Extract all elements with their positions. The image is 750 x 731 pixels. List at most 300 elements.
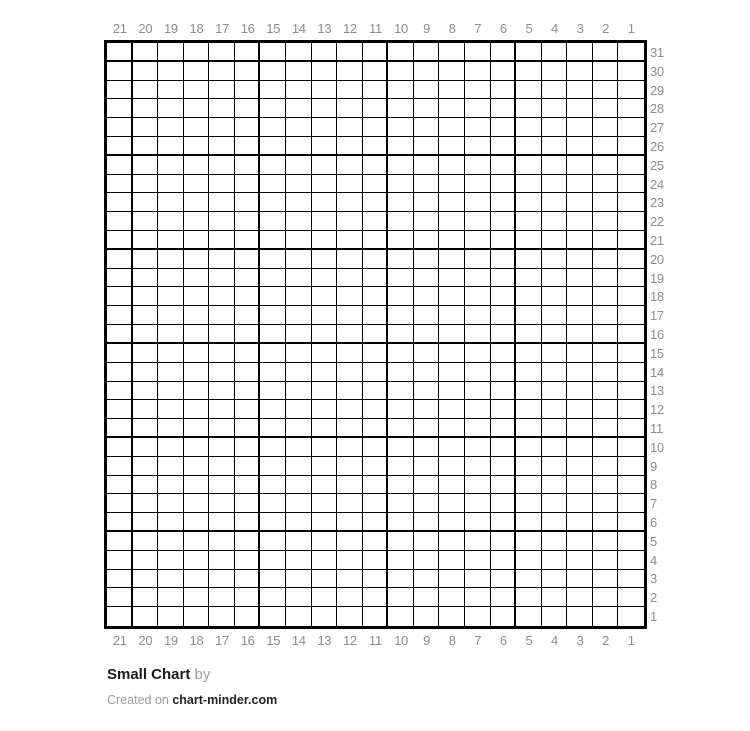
grid-cell[interactable] xyxy=(567,43,593,62)
grid-cell[interactable] xyxy=(133,363,159,382)
grid-cell[interactable] xyxy=(618,551,644,570)
grid-cell[interactable] xyxy=(439,382,465,401)
grid-cell[interactable] xyxy=(618,269,644,288)
grid-cell[interactable] xyxy=(337,476,363,495)
grid-cell[interactable] xyxy=(337,250,363,269)
grid-cell[interactable] xyxy=(133,287,159,306)
grid-cell[interactable] xyxy=(516,382,542,401)
grid-cell[interactable] xyxy=(414,212,440,231)
grid-cell[interactable] xyxy=(184,137,210,156)
grid-cell[interactable] xyxy=(337,43,363,62)
grid-cell[interactable] xyxy=(516,457,542,476)
grid-cell[interactable] xyxy=(209,588,235,607)
grid-cell[interactable] xyxy=(542,287,568,306)
grid-cell[interactable] xyxy=(567,62,593,81)
grid-cell[interactable] xyxy=(184,363,210,382)
grid-cell[interactable] xyxy=(465,287,491,306)
grid-cell[interactable] xyxy=(516,438,542,457)
grid-cell[interactable] xyxy=(465,137,491,156)
grid-cell[interactable] xyxy=(133,513,159,532)
grid-cell[interactable] xyxy=(158,551,184,570)
grid-cell[interactable] xyxy=(312,231,338,250)
grid-cell[interactable] xyxy=(542,532,568,551)
grid-cell[interactable] xyxy=(286,476,312,495)
grid-cell[interactable] xyxy=(133,231,159,250)
grid-cell[interactable] xyxy=(414,344,440,363)
grid-cell[interactable] xyxy=(593,513,619,532)
grid-cell[interactable] xyxy=(414,99,440,118)
grid-cell[interactable] xyxy=(491,382,517,401)
grid-cell[interactable] xyxy=(465,62,491,81)
grid-cell[interactable] xyxy=(133,607,159,626)
grid-cell[interactable] xyxy=(184,457,210,476)
grid-cell[interactable] xyxy=(337,419,363,438)
grid-cell[interactable] xyxy=(465,231,491,250)
grid-cell[interactable] xyxy=(439,306,465,325)
grid-cell[interactable] xyxy=(542,325,568,344)
grid-cell[interactable] xyxy=(388,325,414,344)
grid-cell[interactable] xyxy=(363,532,389,551)
grid-cell[interactable] xyxy=(235,494,261,513)
grid-cell[interactable] xyxy=(567,118,593,137)
grid-cell[interactable] xyxy=(107,81,133,100)
grid-cell[interactable] xyxy=(184,438,210,457)
grid-cell[interactable] xyxy=(158,137,184,156)
grid-cell[interactable] xyxy=(337,99,363,118)
grid-cell[interactable] xyxy=(363,43,389,62)
grid-cell[interactable] xyxy=(133,269,159,288)
grid-cell[interactable] xyxy=(388,570,414,589)
grid-cell[interactable] xyxy=(593,287,619,306)
grid-cell[interactable] xyxy=(439,250,465,269)
grid-cell[interactable] xyxy=(363,212,389,231)
grid-cell[interactable] xyxy=(363,287,389,306)
grid-cell[interactable] xyxy=(465,325,491,344)
grid-cell[interactable] xyxy=(567,588,593,607)
grid-cell[interactable] xyxy=(260,400,286,419)
grid-cell[interactable] xyxy=(491,137,517,156)
grid-cell[interactable] xyxy=(312,175,338,194)
grid-cell[interactable] xyxy=(414,175,440,194)
grid-cell[interactable] xyxy=(184,513,210,532)
grid-cell[interactable] xyxy=(542,494,568,513)
grid-cell[interactable] xyxy=(516,325,542,344)
grid-cell[interactable] xyxy=(363,62,389,81)
grid-cell[interactable] xyxy=(312,287,338,306)
grid-cell[interactable] xyxy=(388,118,414,137)
grid-cell[interactable] xyxy=(260,212,286,231)
grid-cell[interactable] xyxy=(618,231,644,250)
grid-cell[interactable] xyxy=(235,588,261,607)
grid-cell[interactable] xyxy=(414,62,440,81)
grid-cell[interactable] xyxy=(542,382,568,401)
grid-cell[interactable] xyxy=(107,607,133,626)
grid-cell[interactable] xyxy=(235,344,261,363)
grid-cell[interactable] xyxy=(312,137,338,156)
grid-cell[interactable] xyxy=(184,62,210,81)
grid-cell[interactable] xyxy=(312,588,338,607)
grid-cell[interactable] xyxy=(260,43,286,62)
grid-cell[interactable] xyxy=(107,344,133,363)
grid-cell[interactable] xyxy=(209,81,235,100)
grid-cell[interactable] xyxy=(133,325,159,344)
grid-cell[interactable] xyxy=(260,231,286,250)
grid-cell[interactable] xyxy=(235,476,261,495)
grid-cell[interactable] xyxy=(209,306,235,325)
grid-cell[interactable] xyxy=(593,81,619,100)
grid-cell[interactable] xyxy=(388,43,414,62)
grid-cell[interactable] xyxy=(439,137,465,156)
grid-cell[interactable] xyxy=(439,325,465,344)
grid-cell[interactable] xyxy=(618,419,644,438)
grid-cell[interactable] xyxy=(235,250,261,269)
grid-cell[interactable] xyxy=(593,400,619,419)
grid-cell[interactable] xyxy=(618,212,644,231)
grid-cell[interactable] xyxy=(516,400,542,419)
grid-cell[interactable] xyxy=(337,306,363,325)
grid-cell[interactable] xyxy=(491,457,517,476)
grid-cell[interactable] xyxy=(414,588,440,607)
grid-cell[interactable] xyxy=(542,193,568,212)
grid-cell[interactable] xyxy=(465,476,491,495)
grid-cell[interactable] xyxy=(158,457,184,476)
grid-cell[interactable] xyxy=(363,231,389,250)
grid-cell[interactable] xyxy=(337,570,363,589)
grid-cell[interactable] xyxy=(491,325,517,344)
grid-cell[interactable] xyxy=(209,494,235,513)
grid-cell[interactable] xyxy=(209,607,235,626)
grid-cell[interactable] xyxy=(107,476,133,495)
grid-cell[interactable] xyxy=(439,476,465,495)
grid-cell[interactable] xyxy=(107,382,133,401)
grid-cell[interactable] xyxy=(209,363,235,382)
grid-cell[interactable] xyxy=(465,81,491,100)
grid-cell[interactable] xyxy=(363,419,389,438)
grid-cell[interactable] xyxy=(516,494,542,513)
grid-cell[interactable] xyxy=(516,269,542,288)
grid-cell[interactable] xyxy=(542,62,568,81)
grid-cell[interactable] xyxy=(158,81,184,100)
grid-cell[interactable] xyxy=(337,344,363,363)
grid-cell[interactable] xyxy=(491,551,517,570)
grid-cell[interactable] xyxy=(465,570,491,589)
grid-cell[interactable] xyxy=(567,193,593,212)
grid-cell[interactable] xyxy=(618,306,644,325)
grid-cell[interactable] xyxy=(388,494,414,513)
grid-cell[interactable] xyxy=(439,551,465,570)
grid-cell[interactable] xyxy=(158,99,184,118)
grid-cell[interactable] xyxy=(133,570,159,589)
grid-cell[interactable] xyxy=(593,231,619,250)
grid-cell[interactable] xyxy=(235,156,261,175)
grid-cell[interactable] xyxy=(491,81,517,100)
grid-cell[interactable] xyxy=(184,344,210,363)
grid-cell[interactable] xyxy=(491,494,517,513)
grid-cell[interactable] xyxy=(312,99,338,118)
grid-cell[interactable] xyxy=(337,137,363,156)
grid-cell[interactable] xyxy=(388,588,414,607)
grid-cell[interactable] xyxy=(414,494,440,513)
grid-cell[interactable] xyxy=(439,419,465,438)
grid-cell[interactable] xyxy=(235,193,261,212)
grid-cell[interactable] xyxy=(260,325,286,344)
grid-cell[interactable] xyxy=(209,400,235,419)
grid-cell[interactable] xyxy=(337,175,363,194)
grid-cell[interactable] xyxy=(158,513,184,532)
grid-cell[interactable] xyxy=(593,457,619,476)
grid-cell[interactable] xyxy=(388,269,414,288)
grid-cell[interactable] xyxy=(465,532,491,551)
grid-cell[interactable] xyxy=(618,476,644,495)
grid-cell[interactable] xyxy=(260,513,286,532)
grid-cell[interactable] xyxy=(158,62,184,81)
grid-cell[interactable] xyxy=(260,438,286,457)
grid-cell[interactable] xyxy=(260,494,286,513)
grid-cell[interactable] xyxy=(439,344,465,363)
grid-cell[interactable] xyxy=(107,99,133,118)
grid-cell[interactable] xyxy=(618,532,644,551)
grid-cell[interactable] xyxy=(439,81,465,100)
grid-cell[interactable] xyxy=(618,325,644,344)
grid-cell[interactable] xyxy=(593,118,619,137)
grid-cell[interactable] xyxy=(286,43,312,62)
grid-cell[interactable] xyxy=(209,438,235,457)
grid-cell[interactable] xyxy=(158,476,184,495)
grid-cell[interactable] xyxy=(618,118,644,137)
grid-cell[interactable] xyxy=(439,156,465,175)
grid-cell[interactable] xyxy=(567,250,593,269)
grid-cell[interactable] xyxy=(184,250,210,269)
grid-cell[interactable] xyxy=(209,250,235,269)
grid-cell[interactable] xyxy=(107,588,133,607)
grid-cell[interactable] xyxy=(286,325,312,344)
grid-cell[interactable] xyxy=(158,438,184,457)
grid-cell[interactable] xyxy=(618,62,644,81)
grid-cell[interactable] xyxy=(158,400,184,419)
grid-cell[interactable] xyxy=(286,551,312,570)
grid-cell[interactable] xyxy=(516,62,542,81)
grid-cell[interactable] xyxy=(286,438,312,457)
grid-cell[interactable] xyxy=(465,494,491,513)
grid-cell[interactable] xyxy=(593,325,619,344)
grid-cell[interactable] xyxy=(465,269,491,288)
grid-cell[interactable] xyxy=(542,438,568,457)
grid-cell[interactable] xyxy=(618,81,644,100)
grid-cell[interactable] xyxy=(542,137,568,156)
grid-cell[interactable] xyxy=(133,156,159,175)
grid-cell[interactable] xyxy=(516,231,542,250)
grid-cell[interactable] xyxy=(593,269,619,288)
grid-cell[interactable] xyxy=(491,532,517,551)
grid-cell[interactable] xyxy=(388,250,414,269)
grid-cell[interactable] xyxy=(465,382,491,401)
grid-cell[interactable] xyxy=(567,494,593,513)
grid-cell[interactable] xyxy=(158,570,184,589)
grid-cell[interactable] xyxy=(542,231,568,250)
grid-cell[interactable] xyxy=(491,118,517,137)
grid-cell[interactable] xyxy=(491,269,517,288)
grid-cell[interactable] xyxy=(260,306,286,325)
grid-cell[interactable] xyxy=(184,325,210,344)
grid-cell[interactable] xyxy=(260,363,286,382)
grid-cell[interactable] xyxy=(388,532,414,551)
grid-cell[interactable] xyxy=(567,175,593,194)
grid-cell[interactable] xyxy=(439,607,465,626)
grid-cell[interactable] xyxy=(184,570,210,589)
grid-cell[interactable] xyxy=(184,99,210,118)
grid-cell[interactable] xyxy=(465,363,491,382)
grid-cell[interactable] xyxy=(260,193,286,212)
grid-cell[interactable] xyxy=(184,382,210,401)
grid-cell[interactable] xyxy=(388,81,414,100)
grid-cell[interactable] xyxy=(542,175,568,194)
grid-cell[interactable] xyxy=(593,588,619,607)
grid-cell[interactable] xyxy=(491,607,517,626)
grid-cell[interactable] xyxy=(414,193,440,212)
grid-cell[interactable] xyxy=(414,476,440,495)
grid-cell[interactable] xyxy=(337,457,363,476)
grid-cell[interactable] xyxy=(209,287,235,306)
grid-cell[interactable] xyxy=(235,513,261,532)
grid-cell[interactable] xyxy=(312,476,338,495)
grid-cell[interactable] xyxy=(388,137,414,156)
grid-cell[interactable] xyxy=(209,137,235,156)
grid-cell[interactable] xyxy=(312,43,338,62)
grid-cell[interactable] xyxy=(286,344,312,363)
grid-cell[interactable] xyxy=(312,62,338,81)
grid-cell[interactable] xyxy=(260,551,286,570)
grid-cell[interactable] xyxy=(107,212,133,231)
grid-cell[interactable] xyxy=(337,588,363,607)
grid-cell[interactable] xyxy=(133,306,159,325)
grid-cell[interactable] xyxy=(567,81,593,100)
grid-cell[interactable] xyxy=(286,306,312,325)
grid-cell[interactable] xyxy=(107,175,133,194)
grid-cell[interactable] xyxy=(618,438,644,457)
grid-cell[interactable] xyxy=(337,156,363,175)
grid-cell[interactable] xyxy=(260,457,286,476)
grid-cell[interactable] xyxy=(260,419,286,438)
grid-cell[interactable] xyxy=(439,269,465,288)
grid-cell[interactable] xyxy=(388,551,414,570)
grid-cell[interactable] xyxy=(363,344,389,363)
grid-cell[interactable] xyxy=(133,212,159,231)
grid-cell[interactable] xyxy=(209,382,235,401)
grid-cell[interactable] xyxy=(439,118,465,137)
grid-cell[interactable] xyxy=(439,457,465,476)
grid-cell[interactable] xyxy=(158,588,184,607)
grid-cell[interactable] xyxy=(260,287,286,306)
grid-cell[interactable] xyxy=(414,419,440,438)
grid-cell[interactable] xyxy=(184,306,210,325)
grid-cell[interactable] xyxy=(567,438,593,457)
grid-cell[interactable] xyxy=(158,156,184,175)
grid-cell[interactable] xyxy=(312,250,338,269)
grid-cell[interactable] xyxy=(542,457,568,476)
grid-cell[interactable] xyxy=(133,43,159,62)
grid-cell[interactable] xyxy=(491,62,517,81)
grid-cell[interactable] xyxy=(184,400,210,419)
grid-cell[interactable] xyxy=(439,212,465,231)
grid-cell[interactable] xyxy=(542,400,568,419)
grid-cell[interactable] xyxy=(618,363,644,382)
grid-cell[interactable] xyxy=(414,363,440,382)
grid-cell[interactable] xyxy=(414,306,440,325)
grid-cell[interactable] xyxy=(542,344,568,363)
grid-cell[interactable] xyxy=(363,476,389,495)
grid-cell[interactable] xyxy=(388,363,414,382)
grid-cell[interactable] xyxy=(618,382,644,401)
grid-cell[interactable] xyxy=(107,325,133,344)
grid-cell[interactable] xyxy=(158,344,184,363)
grid-cell[interactable] xyxy=(388,175,414,194)
grid-cell[interactable] xyxy=(516,137,542,156)
grid-cell[interactable] xyxy=(516,287,542,306)
grid-cell[interactable] xyxy=(593,551,619,570)
grid-cell[interactable] xyxy=(286,607,312,626)
grid-cell[interactable] xyxy=(465,99,491,118)
grid-cell[interactable] xyxy=(209,532,235,551)
grid-cell[interactable] xyxy=(133,118,159,137)
grid-cell[interactable] xyxy=(491,99,517,118)
grid-cell[interactable] xyxy=(567,457,593,476)
grid-cell[interactable] xyxy=(567,476,593,495)
grid-cell[interactable] xyxy=(184,551,210,570)
grid-cell[interactable] xyxy=(618,400,644,419)
grid-cell[interactable] xyxy=(491,156,517,175)
grid-cell[interactable] xyxy=(567,156,593,175)
grid-cell[interactable] xyxy=(286,269,312,288)
grid-cell[interactable] xyxy=(414,43,440,62)
grid-cell[interactable] xyxy=(465,457,491,476)
grid-cell[interactable] xyxy=(133,382,159,401)
grid-cell[interactable] xyxy=(593,250,619,269)
grid-cell[interactable] xyxy=(516,99,542,118)
grid-cell[interactable] xyxy=(286,382,312,401)
grid-cell[interactable] xyxy=(516,175,542,194)
grid-cell[interactable] xyxy=(414,607,440,626)
grid-cell[interactable] xyxy=(260,250,286,269)
grid-cell[interactable] xyxy=(158,363,184,382)
grid-cell[interactable] xyxy=(414,81,440,100)
grid-cell[interactable] xyxy=(542,118,568,137)
grid-cell[interactable] xyxy=(133,494,159,513)
grid-cell[interactable] xyxy=(286,570,312,589)
grid-cell[interactable] xyxy=(184,118,210,137)
grid-cell[interactable] xyxy=(260,156,286,175)
grid-cell[interactable] xyxy=(312,269,338,288)
grid-cell[interactable] xyxy=(388,513,414,532)
grid-cell[interactable] xyxy=(491,193,517,212)
grid-cell[interactable] xyxy=(567,382,593,401)
grid-cell[interactable] xyxy=(107,400,133,419)
grid-cell[interactable] xyxy=(286,193,312,212)
grid-cell[interactable] xyxy=(618,175,644,194)
grid-cell[interactable] xyxy=(567,607,593,626)
grid-cell[interactable] xyxy=(133,438,159,457)
grid-cell[interactable] xyxy=(414,269,440,288)
grid-cell[interactable] xyxy=(465,118,491,137)
grid-cell[interactable] xyxy=(516,306,542,325)
grid-cell[interactable] xyxy=(312,81,338,100)
grid-cell[interactable] xyxy=(593,137,619,156)
grid-cell[interactable] xyxy=(209,419,235,438)
grid-cell[interactable] xyxy=(388,607,414,626)
grid-cell[interactable] xyxy=(618,156,644,175)
grid-cell[interactable] xyxy=(491,175,517,194)
grid-cell[interactable] xyxy=(209,231,235,250)
grid-cell[interactable] xyxy=(286,156,312,175)
